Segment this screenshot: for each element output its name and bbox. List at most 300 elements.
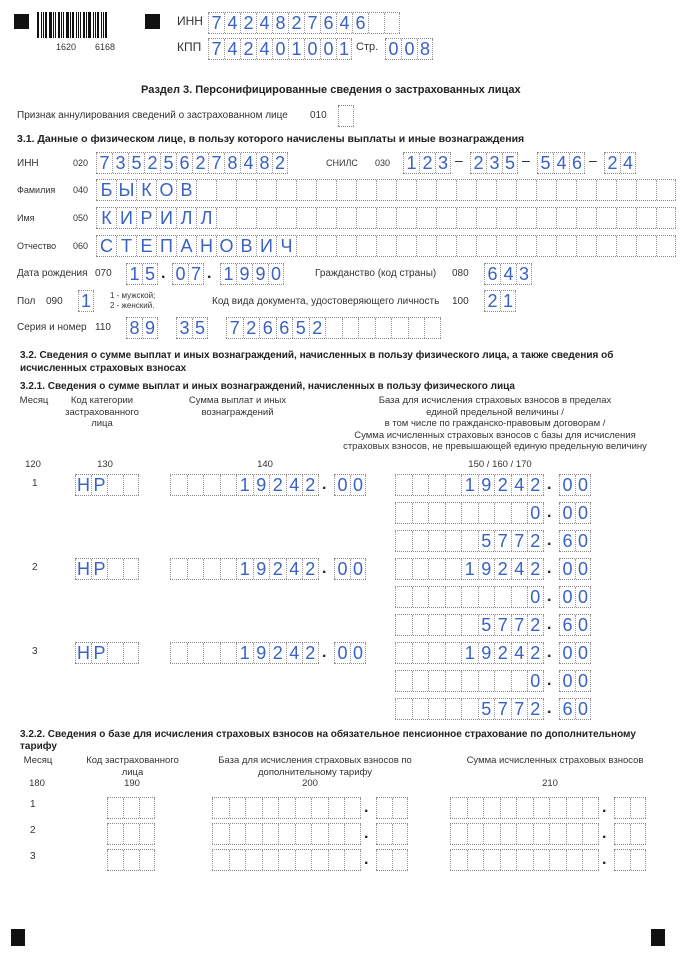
add-base-dec-field[interactable] <box>376 849 408 871</box>
base-dec-field[interactable] <box>559 670 591 692</box>
barcode-bar <box>86 12 87 38</box>
char-cell: 4 <box>286 475 303 495</box>
char-cell: 4 <box>286 643 303 663</box>
add-col-base-code: 200 <box>302 778 318 789</box>
char-cell: Н <box>77 643 90 663</box>
decimal-point: . <box>364 799 369 816</box>
char-cell: 0 <box>350 559 366 579</box>
char-cell <box>236 180 256 200</box>
corner-marker-bottom-left <box>11 929 25 946</box>
char-cell <box>336 180 356 200</box>
char-cell <box>278 824 295 844</box>
char-cell: 9 <box>478 559 495 579</box>
char-cell: 5 <box>537 153 553 173</box>
char-cell: 5 <box>160 153 176 173</box>
col-sum-header: Сумма выплат и иных вознаграждений <box>188 395 287 418</box>
add-base-int-field[interactable] <box>212 849 361 871</box>
char-cell <box>296 208 316 228</box>
payment-sum-dec-field[interactable] <box>334 642 366 664</box>
char-cell: 9 <box>142 318 158 338</box>
add-base-dec-field[interactable] <box>376 797 408 819</box>
char-cell <box>395 587 412 607</box>
decimal-point: . <box>322 476 327 493</box>
char-cell: 5 <box>478 699 495 719</box>
char-cell <box>496 180 516 200</box>
char-cell <box>356 208 376 228</box>
char-cell: 0 <box>559 587 575 607</box>
char-cell: 2 <box>419 153 435 173</box>
char-cell: 9 <box>252 264 268 284</box>
char-cell: 4 <box>553 153 569 173</box>
doc-number-field[interactable] <box>226 317 441 339</box>
char-cell <box>511 587 528 607</box>
patronymic-code: 060 <box>73 241 89 251</box>
char-cell <box>358 318 375 338</box>
char-cell: 2 <box>309 318 326 338</box>
char-cell <box>516 208 536 228</box>
add-col-code-code: 190 <box>124 778 140 789</box>
col-base-header-line: База для исчисления страховых взносов в пределах <box>378 395 612 406</box>
char-cell <box>395 503 412 523</box>
add-month-number: 1 <box>30 799 36 810</box>
base-dec-field[interactable] <box>559 502 591 524</box>
char-cell: 9 <box>236 264 252 284</box>
char-cell: 4 <box>286 559 303 579</box>
char-cell <box>656 180 676 200</box>
char-cell <box>456 180 476 200</box>
char-cell: 0 <box>527 587 544 607</box>
char-cell: 7 <box>208 39 224 59</box>
surname-field[interactable] <box>96 179 676 201</box>
doc-series-1-field[interactable] <box>126 317 158 339</box>
char-cell <box>533 824 550 844</box>
doc-series-2-field[interactable] <box>176 317 208 339</box>
category-code-field[interactable] <box>75 474 139 496</box>
add-col-base-header: База для исчисления страховых взносов по дополнительному тарифу <box>218 755 412 778</box>
char-cell <box>496 208 516 228</box>
decimal-point: . <box>547 560 552 577</box>
decimal-point: . <box>547 476 552 493</box>
char-cell: Л <box>196 208 216 228</box>
snils-label: СНИЛС <box>326 158 358 168</box>
char-cell <box>376 236 396 256</box>
snils-separator: – <box>522 152 530 168</box>
char-cell <box>325 318 342 338</box>
char-cell: 0 <box>575 531 591 551</box>
insured-code-field[interactable] <box>107 823 155 845</box>
char-cell: 4 <box>224 13 240 33</box>
citizenship-field[interactable] <box>484 263 532 285</box>
barcode-bar <box>103 12 104 38</box>
base-dec-field[interactable] <box>559 558 591 580</box>
category-code-field[interactable] <box>75 558 139 580</box>
char-cell <box>316 180 336 200</box>
char-cell <box>516 850 533 870</box>
char-cell <box>276 180 296 200</box>
char-cell <box>295 850 312 870</box>
char-cell <box>256 208 276 228</box>
base-dec-field[interactable] <box>559 698 591 720</box>
char-cell: 3 <box>112 153 128 173</box>
char-cell: 7 <box>226 318 243 338</box>
add-sum-int-field[interactable] <box>450 849 599 871</box>
char-cell: 2 <box>272 153 288 173</box>
decimal-point: . <box>547 672 552 689</box>
insured-code-field[interactable] <box>107 849 155 871</box>
add-sum-dec-field[interactable] <box>614 849 646 871</box>
char-cell <box>123 798 139 818</box>
char-cell <box>123 475 139 495</box>
char-cell: 2 <box>527 699 544 719</box>
barcode-bar <box>78 12 79 38</box>
insured-code-field[interactable] <box>107 797 155 819</box>
char-cell <box>212 824 229 844</box>
char-cell <box>582 798 599 818</box>
char-cell: 2 <box>192 153 208 173</box>
sex-label: Пол <box>17 296 36 307</box>
char-cell <box>187 475 204 495</box>
char-cell: 0 <box>334 559 350 579</box>
char-cell <box>336 236 356 256</box>
char-cell: 1 <box>126 264 142 284</box>
char-cell <box>123 824 139 844</box>
base-dec-field[interactable] <box>559 530 591 552</box>
barcode-bar <box>53 12 54 38</box>
char-cell: 2 <box>269 475 286 495</box>
char-cell: 6 <box>559 531 575 551</box>
char-cell: 0 <box>559 503 575 523</box>
char-cell: 0 <box>575 587 591 607</box>
birth-year-field[interactable] <box>220 263 284 285</box>
char-cell <box>596 208 616 228</box>
char-cell <box>107 643 123 663</box>
barcode-bar <box>49 12 52 38</box>
char-cell <box>576 236 596 256</box>
char-cell: 2 <box>302 643 319 663</box>
base-int-field[interactable] <box>395 474 544 496</box>
citizenship-code: 080 <box>452 268 469 279</box>
name-field[interactable] <box>96 207 676 229</box>
char-cell <box>203 559 220 579</box>
char-cell <box>533 850 550 870</box>
char-cell <box>392 850 408 870</box>
char-cell <box>428 643 445 663</box>
char-cell: 7 <box>304 13 320 33</box>
base-dec-field[interactable] <box>559 474 591 496</box>
col-base-header <box>315 395 675 453</box>
char-cell <box>500 824 517 844</box>
char-cell: В <box>176 180 196 200</box>
char-cell: 4 <box>240 153 256 173</box>
add-sum-dec-field[interactable] <box>614 823 646 845</box>
birth-date-code: 070 <box>95 268 112 279</box>
char-cell: 3 <box>486 153 502 173</box>
char-cell <box>412 643 429 663</box>
char-cell <box>368 13 384 33</box>
payment-sum-int-field[interactable] <box>170 558 319 580</box>
char-cell <box>596 236 616 256</box>
col-category-code: 130 <box>97 459 113 470</box>
header-kpp-field[interactable] <box>208 38 352 60</box>
sex-hint-male: 1 - мужской; <box>110 291 156 300</box>
patronymic-field[interactable] <box>96 235 676 257</box>
char-cell <box>170 643 187 663</box>
barcode-bar <box>80 12 81 38</box>
col-month-header: Месяц <box>19 395 49 406</box>
snils-group-2[interactable] <box>470 152 518 174</box>
char-cell: 4 <box>511 559 528 579</box>
char-cell: И <box>116 208 136 228</box>
barcode-bar <box>58 12 60 38</box>
payments-heading-line2: исчисленных страховых взносах <box>20 363 187 374</box>
char-cell: 0 <box>559 475 575 495</box>
header-kpp-label: КПП <box>177 40 202 54</box>
base-int-field[interactable] <box>395 502 544 524</box>
char-cell <box>220 643 237 663</box>
char-cell <box>461 615 478 635</box>
char-cell <box>636 208 656 228</box>
char-cell: 4 <box>336 13 352 33</box>
char-cell: 7 <box>511 699 528 719</box>
char-cell <box>445 503 462 523</box>
add-base-int-field[interactable] <box>212 823 361 845</box>
char-cell: 0 <box>401 39 417 59</box>
char-cell: 9 <box>253 643 270 663</box>
char-cell: И <box>156 208 176 228</box>
annul-code: 010 <box>310 110 327 121</box>
base-int-field[interactable] <box>395 642 544 664</box>
char-cell <box>616 236 636 256</box>
char-cell <box>278 850 295 870</box>
base-dec-field[interactable] <box>559 614 591 636</box>
char-cell: 2 <box>240 13 256 33</box>
decimal-point: . <box>322 560 327 577</box>
char-cell <box>212 850 229 870</box>
payment-sum-dec-field[interactable] <box>334 474 366 496</box>
add-base-int-field[interactable] <box>212 797 361 819</box>
col-sum-code: 140 <box>257 459 273 470</box>
char-cell <box>336 208 356 228</box>
barcode-bar <box>43 12 44 38</box>
payment-sum-int-field[interactable] <box>170 642 319 664</box>
char-cell: 8 <box>256 153 272 173</box>
char-cell: 0 <box>575 615 591 635</box>
char-cell <box>450 850 467 870</box>
char-cell: А <box>176 236 196 256</box>
char-cell: 1 <box>461 643 478 663</box>
char-cell: 0 <box>268 264 284 284</box>
char-cell <box>170 559 187 579</box>
char-cell: 3 <box>516 264 532 284</box>
char-cell <box>229 824 246 844</box>
char-cell: 2 <box>494 643 511 663</box>
char-cell <box>196 180 216 200</box>
char-cell <box>461 671 478 691</box>
char-cell <box>220 475 237 495</box>
char-cell: 0 <box>575 699 591 719</box>
decimal-point: . <box>602 825 607 842</box>
char-cell <box>445 671 462 691</box>
decimal-point: . <box>547 532 552 549</box>
char-cell: 1 <box>336 39 352 59</box>
char-cell <box>229 850 246 870</box>
char-cell: Ы <box>116 180 136 200</box>
sex-field[interactable] <box>78 290 94 312</box>
char-cell <box>295 824 312 844</box>
char-cell <box>511 503 528 523</box>
char-cell <box>445 559 462 579</box>
col-base-header-line: единой предельной величины / <box>426 406 564 418</box>
char-cell: Ч <box>276 236 296 256</box>
barcode-bar <box>76 12 77 38</box>
name-label: Имя <box>17 213 35 223</box>
char-cell: 0 <box>559 671 575 691</box>
page-number-field[interactable] <box>385 38 433 60</box>
add-sum-dec-field[interactable] <box>614 797 646 819</box>
birth-day-field[interactable] <box>126 263 158 285</box>
barcode <box>37 12 109 38</box>
char-cell: 6 <box>559 699 575 719</box>
char-cell: 7 <box>511 615 528 635</box>
snils-separator: – <box>455 152 463 168</box>
char-cell <box>296 180 316 200</box>
char-cell <box>494 587 511 607</box>
char-cell <box>576 208 596 228</box>
char-cell <box>478 587 495 607</box>
char-cell <box>203 475 220 495</box>
char-cell <box>582 850 599 870</box>
char-cell <box>582 824 599 844</box>
char-cell: 8 <box>126 318 142 338</box>
decimal-point: . <box>602 851 607 868</box>
char-cell: 6 <box>320 13 336 33</box>
char-cell <box>395 475 412 495</box>
base-dec-field[interactable] <box>559 586 591 608</box>
add-month-number: 2 <box>30 825 36 836</box>
char-cell: 9 <box>478 643 495 663</box>
char-cell <box>467 824 484 844</box>
category-code-field[interactable] <box>75 642 139 664</box>
barcode-bar <box>66 12 69 38</box>
char-cell: 0 <box>350 643 366 663</box>
char-cell <box>461 503 478 523</box>
char-cell: 1 <box>236 559 253 579</box>
char-cell <box>328 798 345 818</box>
char-cell <box>412 475 429 495</box>
char-cell <box>576 180 596 200</box>
char-cell: 8 <box>224 153 240 173</box>
barcode-bar <box>41 12 42 38</box>
char-cell <box>566 824 583 844</box>
char-cell <box>428 671 445 691</box>
char-cell <box>395 615 412 635</box>
char-cell <box>483 798 500 818</box>
char-cell: О <box>156 180 176 200</box>
char-cell <box>478 503 495 523</box>
char-cell <box>170 475 187 495</box>
char-cell <box>494 503 511 523</box>
add-sum-int-field[interactable] <box>450 797 599 819</box>
base-int-field[interactable] <box>395 558 544 580</box>
snils-group-4[interactable] <box>604 152 636 174</box>
doc-type-field[interactable] <box>484 290 516 312</box>
char-cell <box>396 208 416 228</box>
add-month-number: 3 <box>30 851 36 862</box>
char-cell <box>556 208 576 228</box>
snils-group-1[interactable] <box>403 152 451 174</box>
char-cell: Е <box>136 236 156 256</box>
barcode-bar <box>37 12 39 38</box>
char-cell: Н <box>196 236 216 256</box>
char-cell <box>107 850 123 870</box>
base-int-field[interactable] <box>395 698 544 720</box>
char-cell <box>375 318 392 338</box>
base-int-field[interactable] <box>395 670 544 692</box>
char-cell: И <box>256 236 276 256</box>
add-sum-int-field[interactable] <box>450 823 599 845</box>
char-cell <box>344 824 361 844</box>
char-cell <box>311 798 328 818</box>
char-cell <box>262 850 279 870</box>
char-cell: 0 <box>385 39 401 59</box>
char-cell: 6 <box>559 615 575 635</box>
char-cell <box>245 850 262 870</box>
char-cell: 1 <box>236 475 253 495</box>
snils-group-3[interactable] <box>537 152 585 174</box>
col-base-header-line: Сумма исчисленных страховых взносов с базы для исчисления <box>354 429 636 441</box>
person-inn-field[interactable] <box>96 152 288 174</box>
barcode-bar <box>95 12 96 38</box>
base-int-field[interactable] <box>395 614 544 636</box>
payment-sum-int-field[interactable] <box>170 474 319 496</box>
add-base-dec-field[interactable] <box>376 823 408 845</box>
base-dec-field[interactable] <box>559 642 591 664</box>
char-cell <box>445 699 462 719</box>
char-cell: 3 <box>176 318 192 338</box>
char-cell: 7 <box>188 264 204 284</box>
payment-sum-dec-field[interactable] <box>334 558 366 580</box>
doc-number-label: Серия и номер <box>17 322 87 333</box>
surname-code: 040 <box>73 185 89 195</box>
char-cell: 5 <box>142 264 158 284</box>
col-base-header-line: страховых взносов, не превышающей единую предельную величину <box>343 441 647 452</box>
char-cell: 0 <box>559 643 575 663</box>
annul-field[interactable] <box>338 105 354 127</box>
char-cell <box>376 208 396 228</box>
char-cell <box>107 559 123 579</box>
char-cell <box>536 208 556 228</box>
header-inn-field[interactable] <box>208 12 400 34</box>
char-cell: 6 <box>176 153 192 173</box>
char-cell: 6 <box>484 264 500 284</box>
birth-date-label: Дата рождения <box>17 268 88 279</box>
char-cell <box>424 318 441 338</box>
char-cell: П <box>156 236 176 256</box>
char-cell <box>614 850 630 870</box>
char-cell <box>328 824 345 844</box>
corner-marker-top-right <box>145 14 160 29</box>
person-inn-label: ИНН <box>17 158 39 169</box>
base-int-field[interactable] <box>395 586 544 608</box>
decimal-point: . <box>364 851 369 868</box>
char-cell: 2 <box>527 559 544 579</box>
base-int-field[interactable] <box>395 530 544 552</box>
birth-month-field[interactable] <box>172 263 204 285</box>
add-col-sum-header: Сумма исчисленных страховых взносов <box>466 755 644 766</box>
char-cell <box>656 208 676 228</box>
col-base-header-line: в том числе по гражданско-правовым договорам / <box>384 418 606 429</box>
char-cell: 5 <box>292 318 309 338</box>
